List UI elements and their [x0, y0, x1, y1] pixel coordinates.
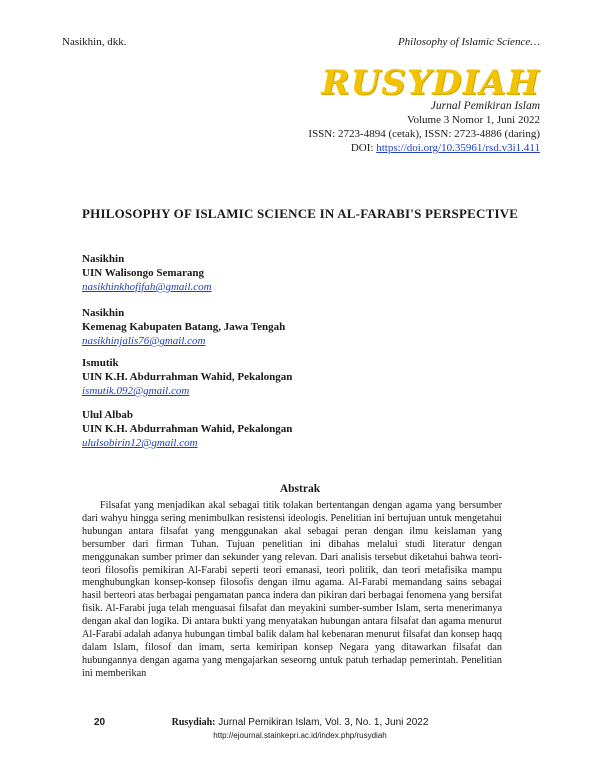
running-header-authors: Nasikhin, dkk. [62, 36, 127, 48]
journal-subtitle: Jurnal Pemikiran Islam [430, 100, 540, 112]
author-block [82, 356, 442, 398]
author-name: Ismutik [82, 357, 119, 369]
footer-citation [0, 717, 600, 728]
author-name: Nasikhin [82, 253, 125, 265]
footer-url: http://ejournal.stainkepri.ac.id/index.php/rusydiah [213, 731, 387, 740]
author-name: Ulul Albab [82, 409, 134, 421]
doi-label: DOI: [350, 142, 374, 154]
author-block [82, 408, 442, 450]
author-name: Nasikhin [82, 307, 125, 319]
author-email-link[interactable]: nasikhinkhofifah@gmail.com [82, 281, 212, 293]
doi-link[interactable]: https://doi.org/10.35961/rsd.v3i1.411 [376, 142, 540, 154]
abstract-heading: Abstrak [279, 483, 321, 495]
author-email-link[interactable]: ululsobirin12@gmail.com [82, 437, 198, 449]
author-affiliation: UIN Walisongo Semarang [82, 267, 205, 279]
article-title: PHILOSOPHY OF ISLAMIC SCIENCE IN AL-FARABI'S PERSPECTIVE [82, 206, 519, 221]
author-affiliation: UIN K.H. Abdurrahman Wahid, Pekalongan [82, 371, 293, 383]
footer-journal-info: Jurnal Pemikiran Islam, Vol. 3, No. 1, Juni 2022 [215, 717, 429, 728]
author-email-link[interactable]: ismutik.092@gmail.com [82, 385, 190, 397]
abstract-text: Filsafat yang menjadikan akal sebagai titik tolakan bertentangan dengan agama yang bersumber dari wahyu hingga sering menimbulkan resistensi ideologis. Penelitian ini bertujuan untuk mengetahui hubungan antara filsafat yang menggunakan akal sebagai peran dengan ilmu keislaman yang bersumber dari firman Tuhan. Tujuan penelitian ini dibahas melalui studi literatur dengan menggunakan sumber primer dan sekunder yang relevan. Dari analisis tersebut diketahui bahwa teori-teori filosofis pemikiran Al-Farabi seperti teori emanasi, teori politik, dan teori metafisika mampu menghubungkan konsep-konsep filosofis dengan ilmu agama. Al-Farabi memandang sains sebagai hasil berteori atas berbagai pengamatan panca indera dan pikiran dari berbagai fenomena yang bersifat fisik. Al-Farabi juga telah menguasai filsafat dan meyakini sumber-sumber Islam, serta menerimanya dengan akal dan logika. Di antara bukti yang menyatakan hubungan antara filsafat dan agama menurut Al-Farabi adalah adanya hubungan timbal balik dalam hal kebenaran menurut filsafat dan konsep haqq dalam Islam, filosof dan imam, serta kemiripan konsep Negara yang ditawarkan filsafat dan hubungannya dengan agama yang mengajarkan seseorng untuk patuh terhadap pemerintah. Penelitian ini memberikan [82, 500, 502, 679]
running-header-title: Philosophy of Islamic Science… [397, 36, 540, 48]
author-block [82, 252, 442, 294]
footer-journal-name: Rusydiah: [171, 717, 216, 728]
author-affiliation: UIN K.H. Abdurrahman Wahid, Pekalongan [82, 423, 293, 435]
page-number: 20 [94, 717, 106, 728]
journal-volume: Volume 3 Nomor 1, Juni 2022 [406, 114, 540, 126]
journal-issn: ISSN: 2723-4894 (cetak), ISSN: 2723-4886 (daring) [308, 128, 540, 140]
author-affiliation: Kemenag Kabupaten Batang, Jawa Tengah [82, 321, 286, 333]
journal-logo: RUSYDIAH [321, 63, 540, 103]
journal-doi [220, 141, 540, 155]
author-email-link[interactable]: nasikhinjalis76@gmail.com [82, 335, 206, 347]
journal-masthead [220, 64, 540, 155]
author-block [82, 306, 442, 348]
